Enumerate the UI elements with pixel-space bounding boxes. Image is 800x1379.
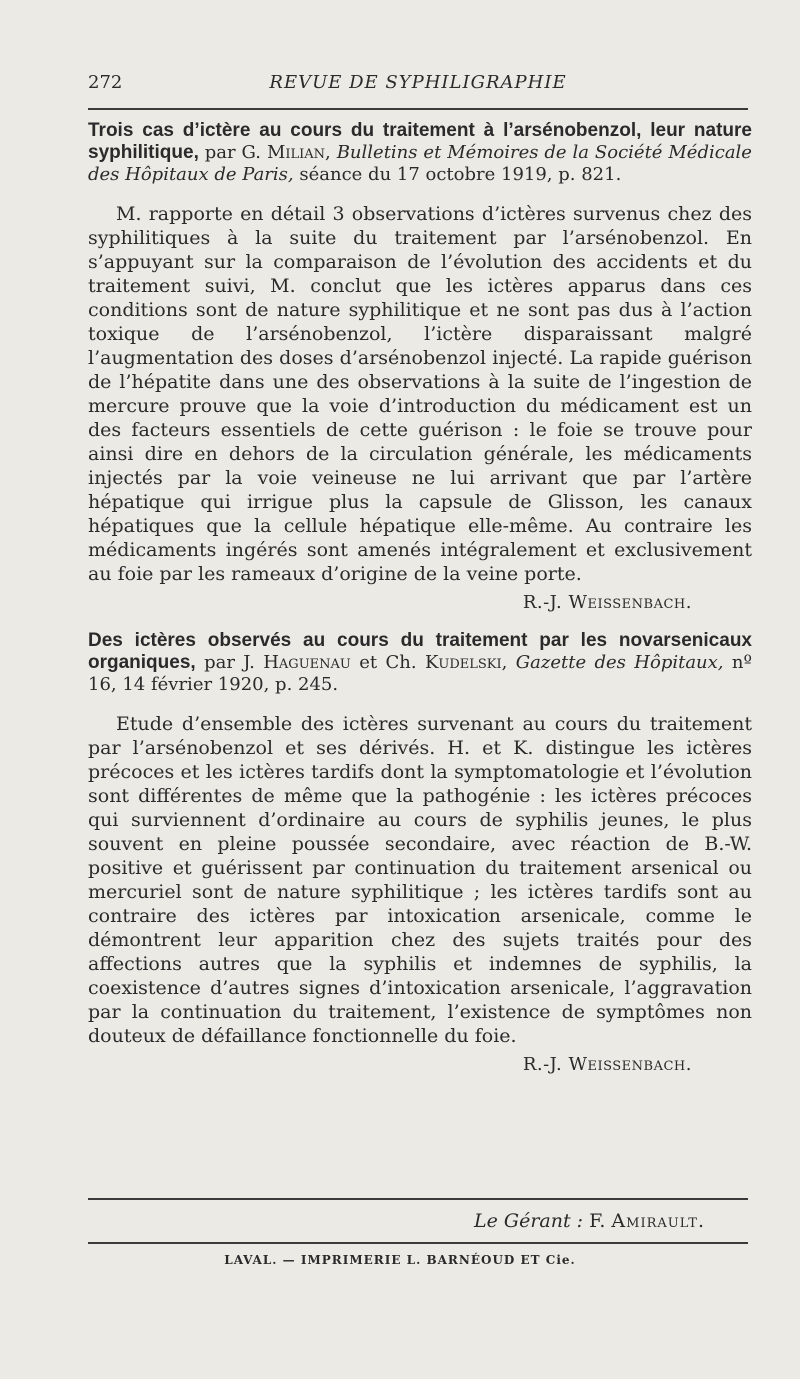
article-review-2 [88,630,752,1075]
citation-author: Haguenau [263,652,351,673]
citation-and: et Ch. [359,652,417,673]
header-divider [88,108,748,110]
manager-initial: F. [589,1210,606,1232]
signature-initials: R.-J. [522,592,563,613]
citation-by: par J. [204,652,255,673]
article-title: Des ictères observés au cours du traitement par les novarsenicaux organiques, [88,630,752,673]
printer-imprint: LAVAL. — IMPRIMERIE L. BARNÉOUD ET Cie. [224,1253,576,1267]
manager-name: Amirault. [611,1210,705,1232]
running-title: REVUE DE SYPHILIGRAPHIE [269,72,567,93]
page-number: 272 [88,72,123,93]
signature-name: Weissenbach. [568,592,692,613]
article-signature [88,1054,752,1075]
article-title: Trois cas d’ictère au cours du traitement à l’arsénobenzol, leur nature syphilitique, [88,120,752,163]
footer-divider-top [88,1198,748,1200]
article-signature [88,592,752,613]
manager-line [474,1210,705,1232]
citation-by: par G. [204,142,262,163]
citation-journal: Bulletins et Mémoires de la Société Médicale des Hôpitaux de Paris, [88,142,752,185]
article-citation [88,120,752,186]
citation-author: Milian, [266,142,331,163]
citation-author-2: Kudelski, [424,652,508,673]
manager-label: Le Gérant : [474,1210,584,1232]
citation-journal: Gazette des Hôpitaux, [515,652,724,673]
article-body: Etude d’ensemble des ictères survenant au cours du traitement par l’arsénobenzol et ses dérivés. H. et K. distingue les ictères précoces et les ictères tardifs dont la symptomatologie et l’évolution sont différentes de même que la pathogénie : les ictères précoces qui surviennent d’ordinaire au cours de syphilis jeunes, le plus souvent en pleine poussée secondaire, avec réaction de B.-W. positive et guérissent par continuation du traitement arsenical ou mercuriel sont de nature syphilitique ; les ictères tardifs sont au contraire des ictères par intoxication arsenicale, comme le démontrent leur apparition chez des sujets traités pour des affections autres que la syphilis et indemnes de syphilis, la coexistence d’autres signes d’intoxication arsenicale, l’aggravation par la continuation du traitement, l’existence de symptômes non douteux de défaillance fonctionnelle du foie. [88,713,752,1047]
signature-name: Weissenbach. [568,1054,692,1075]
article-review-1 [88,120,752,613]
citation-details: nº 16, 14 février 1920, p. 245. [88,652,752,695]
citation-details: séance du 17 octobre 1919, p. 821. [299,164,622,185]
article-body: M. rapporte en détail 3 observations d’ictères survenus chez des syphilitiques à la suite du traitement par l’arsénobenzol. En s’appuyant sur la comparaison de l’évolution des accidents et du traitement suivi, M. conclut que les ictères apparus dans ces conditions sont de nature syphilitique et ne sont pas dus à l’action toxique de l’arsénobenzol, l’ictère disparaissant malgré l’augmentation des doses d’arsénobenzol injecté. La rapide guérison de l’hépatite dans une des observations à la suite de l’ingestion de mercure prouve que la voie d’introduction du médicament est un des facteurs essentiels de cette guérison : le foie se trouve pour ainsi dire en dehors de la circulation générale, les médicaments injectés par la voie veineuse ne lui arrivant que par l’artère hépatique qui irrigue plus la capsule de Glisson, les canaux hépatiques que la cellule hépatique elle-même. Au contraire les médicaments ingérés sont amenés intégralement et exclusivement au foie par les rameaux d’origine de la veine porte. [88,203,752,585]
page-header [88,72,748,98]
signature-initials: R.-J. [522,1054,563,1075]
article-citation [88,630,752,696]
footer-divider-bottom [88,1242,748,1244]
